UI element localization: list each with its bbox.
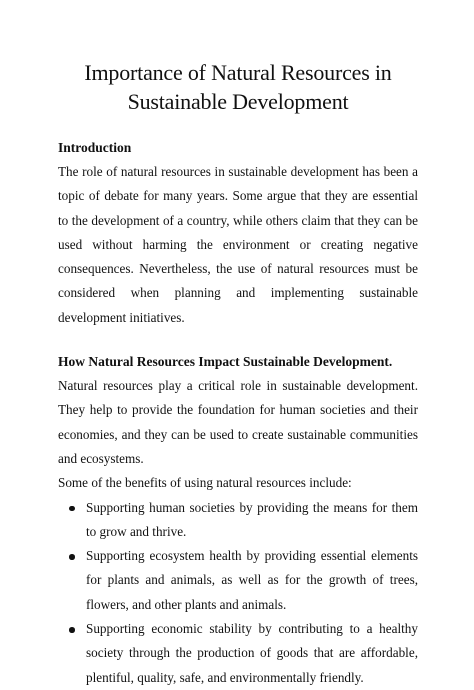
section-heading: Introduction	[58, 140, 132, 155]
section-spacer	[58, 330, 418, 350]
paragraph: Natural resources play a critical role in sustainable development. They help to provide the foundation for human societies and their economies, and they can be used to create sustainable communities and ecosystems.	[58, 378, 418, 466]
paragraph: Some of the benefits of using natural resources include:	[58, 475, 352, 491]
bullet-icon	[69, 627, 75, 633]
document-title: Importance of Natural Resources in Sustainable Development	[84, 60, 392, 114]
bullet-icon	[69, 506, 75, 512]
section-heading: How Natural Resources Impact Sustainable Development.	[58, 354, 393, 370]
list-item	[58, 544, 418, 617]
paragraph: The role of natural resources in sustainable development has been a topic of debate for many years. Some argue that they are essential to the development of a country, while others claim that they can be used without harming the environment or creating negative consequences. Nevertheless, the use of natural resources must be considered when planning and implementing sustainable development initiatives.	[58, 164, 418, 325]
section-impact	[58, 350, 418, 690]
list-item-text: Supporting economic stability by contributing to a healthy society through the production of goods that are affordable, plentiful, quality, safe, and environmentally friendly.	[86, 621, 418, 685]
benefits-list	[58, 496, 418, 690]
section-introduction	[58, 136, 418, 330]
list-item	[58, 496, 418, 545]
list-item-text: Supporting ecosystem health by providing essential elements for plants and animals, as well as for the growth of trees, flowers, and other plants and animals.	[86, 548, 418, 612]
list-item	[58, 617, 418, 690]
bullet-icon	[69, 554, 75, 560]
list-item-text: Supporting human societies by providing the means for them to grow and thrive.	[86, 499, 418, 539]
